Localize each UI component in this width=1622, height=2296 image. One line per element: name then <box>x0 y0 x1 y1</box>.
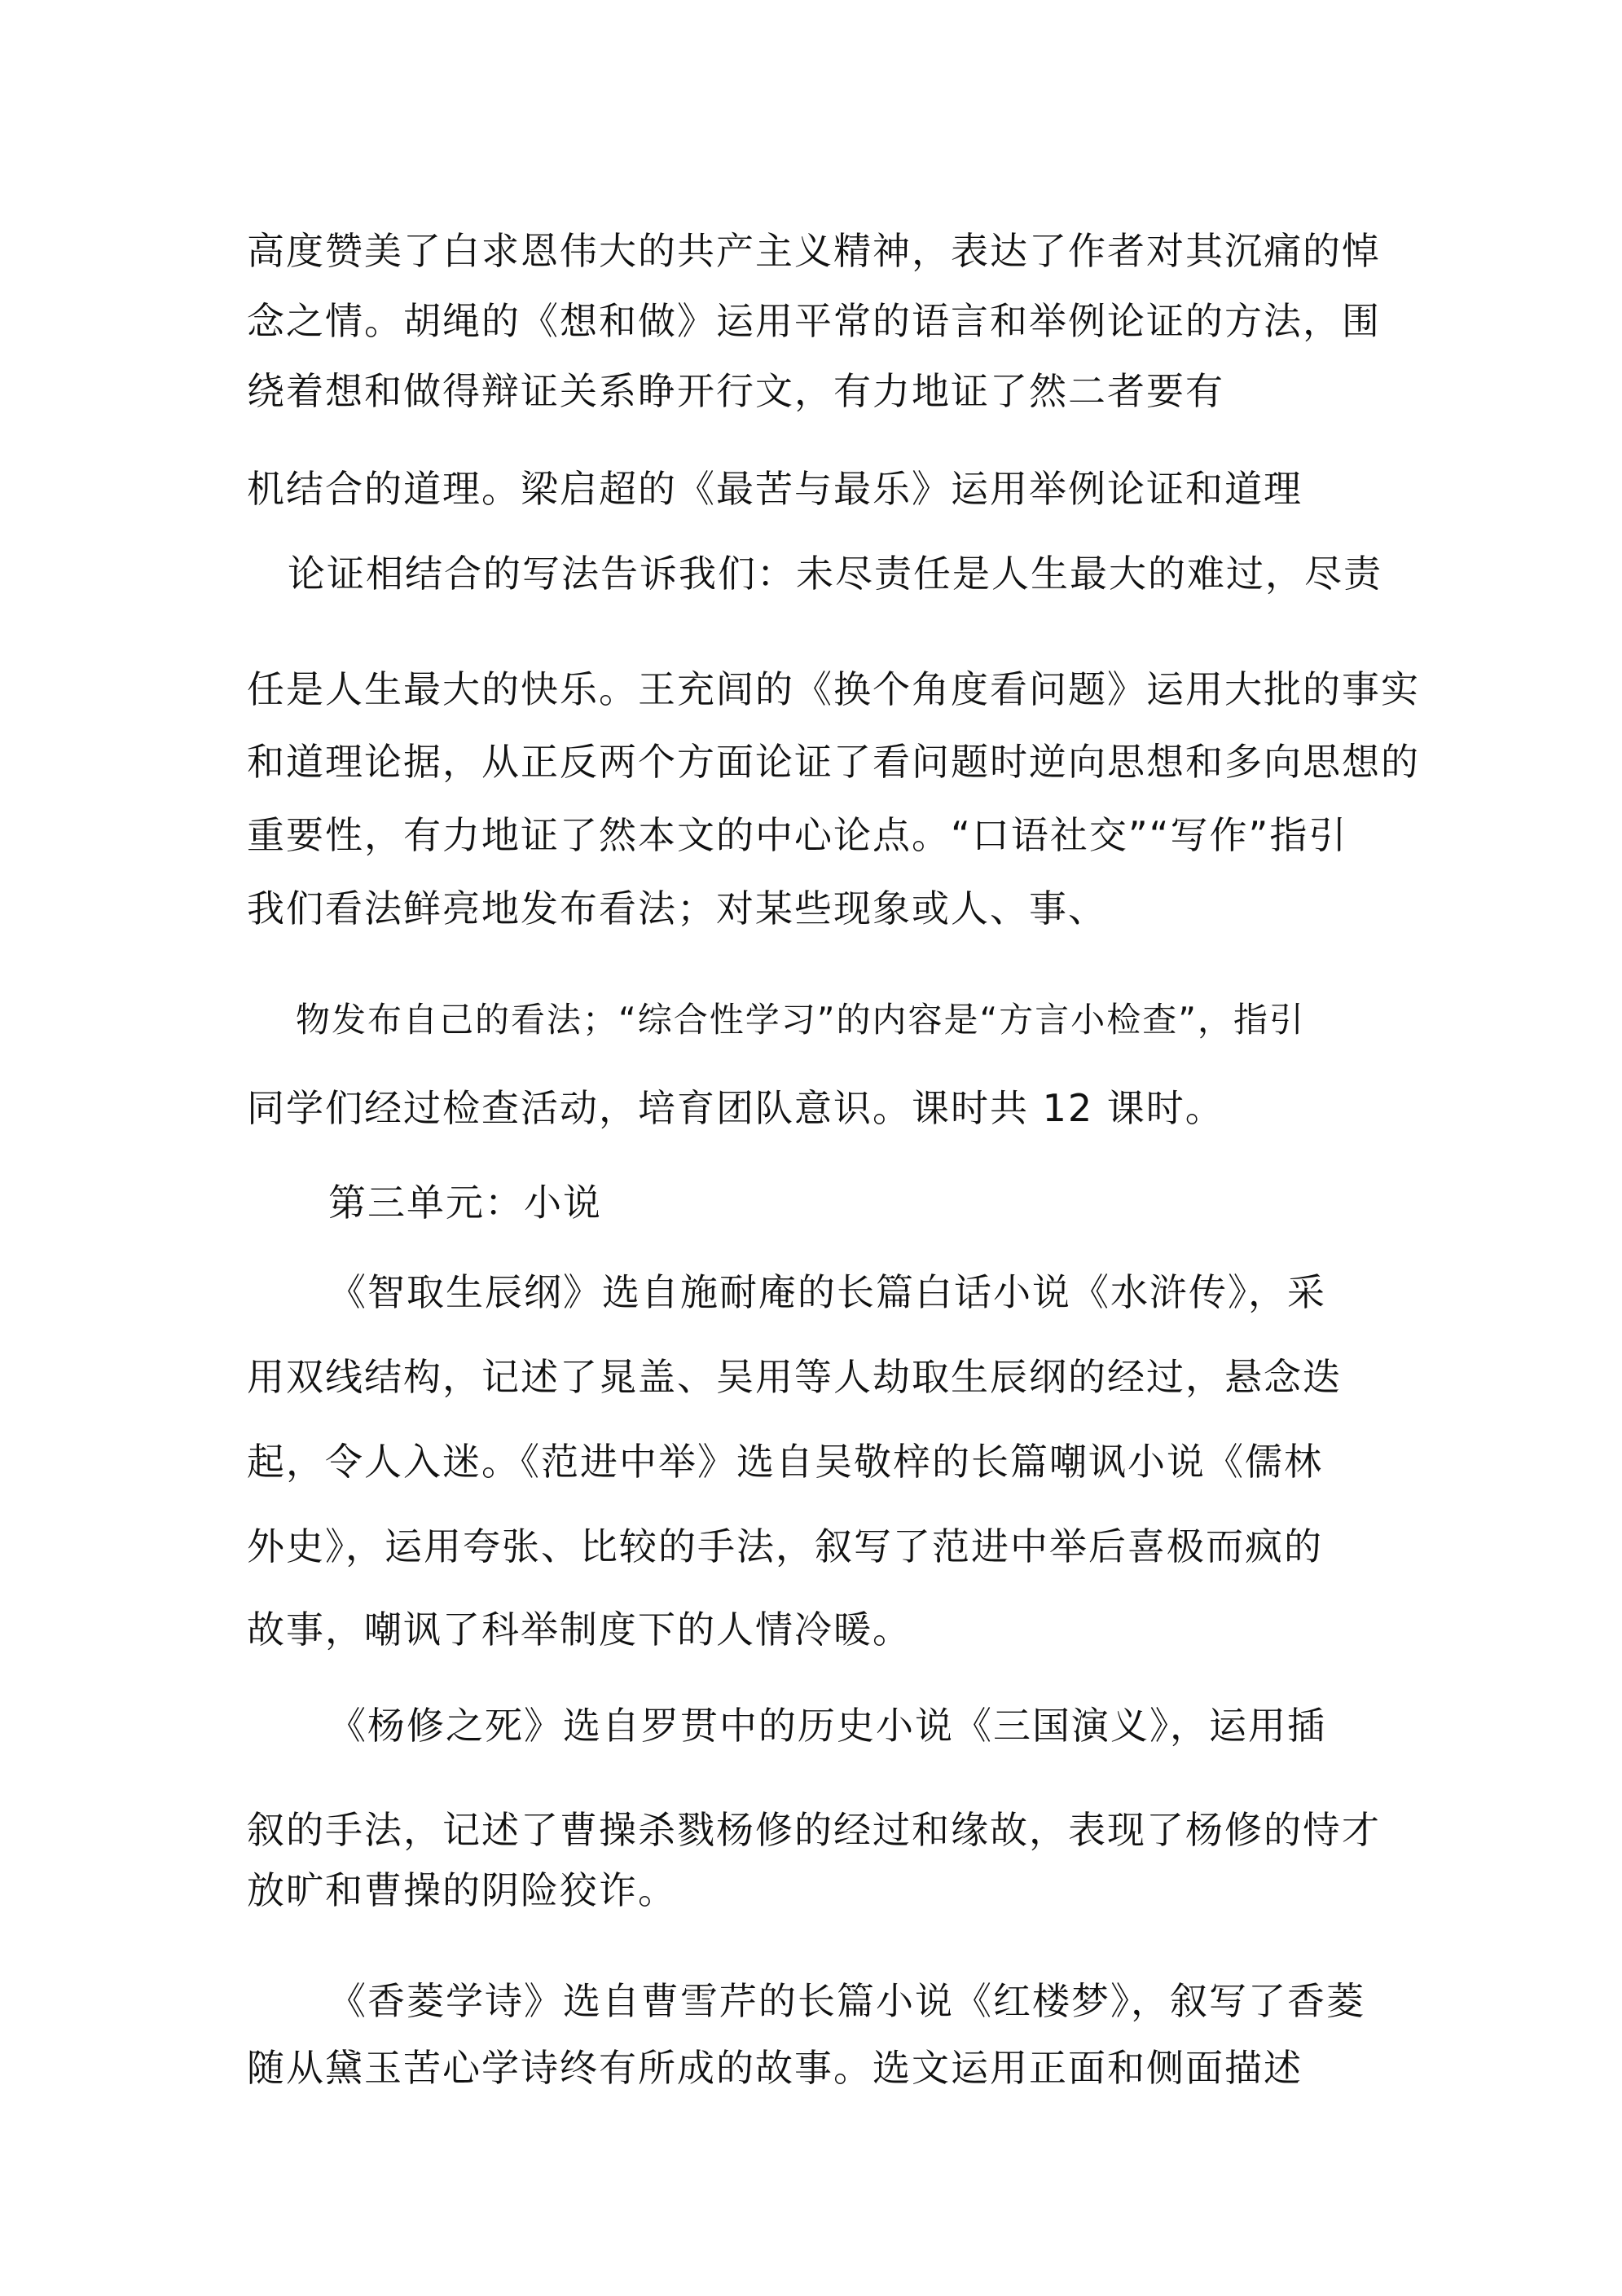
text-line-18: 《杨修之死》选自罗贯中的历史小说《三国演义》，运用插 <box>328 1704 1326 1748</box>
text-line-4: 机结合的道理。梁启超的《最苦与最乐》运用举例论证和道理 <box>247 467 1303 511</box>
text-line-6: 任是人生最大的快乐。王充闾的《换个角度看问题》运用大批的事实 <box>247 667 1420 711</box>
text-line-3: 绕着想和做得辩证关系睁开行文，有力地证了然二者要有 <box>247 369 1224 413</box>
text-line-21: 《香菱学诗》选自曹雪芹的长篇小说《红楼梦》，叙写了香菱 <box>328 1979 1365 2023</box>
text-line-15: 起，令人入迷。《范进中举》选自吴敬梓的长篇嘲讽小说《儒林 <box>247 1440 1323 1484</box>
text-line-1: 高度赞美了白求恩伟大的共产主义精神，表达了作者对其沉痛的悼 <box>247 229 1381 273</box>
text-line-16: 外史》，运用夸张、比较的手法，叙写了范进中举后喜极而疯的 <box>247 1524 1323 1568</box>
text-line-5: 论证相结合的写法告诉我们：未尽责任是人生最大的难过，尽责 <box>288 552 1382 596</box>
text-line-19: 叙的手法，记述了曹操杀戮杨修的经过和缘故，表现了杨修的恃才 <box>247 1808 1381 1852</box>
text-line-14: 用双线结构，记述了晁盖、吴用等人劫取生辰纲的经过，悬念迭 <box>247 1355 1342 1399</box>
text-line-7: 和道理论据，从正反两个方面论证了看问题时逆向思想和多向思想的 <box>247 740 1420 784</box>
text-line-9: 我们看法鲜亮地发布看法；对某些现象或人、事、 <box>247 886 1107 930</box>
text-line-13: 《智取生辰纲》选自施耐庵的长篇白话小说《水浒传》，采 <box>328 1270 1326 1314</box>
text-line-8: 重要性，有力地证了然本文的中心论点。“口语社交”“写作”指引 <box>247 813 1348 857</box>
text-line-2: 念之情。胡绳的《想和做》运用平常的语言和举例论证的方法，围 <box>247 299 1381 343</box>
section-heading: 第三单元：小说 <box>328 1181 602 1225</box>
text-line-20: 放旷和曹操的阴险狡诈。 <box>247 1868 677 1912</box>
text-line-22: 随从黛玉苦心学诗终有所成的故事。选文运用正面和侧面描述 <box>247 2046 1303 2090</box>
text-line-17: 故事，嘲讽了科举制度下的人情冷暖。 <box>247 1608 912 1652</box>
text-line-10: 物发布自己的看法；“综合性学习”的内容是“方言小检查”，指引 <box>296 1000 1306 1040</box>
text-line-11: 同学们经过检查活动，培育团队意识。课时共 12 课时。 <box>247 1086 1224 1130</box>
